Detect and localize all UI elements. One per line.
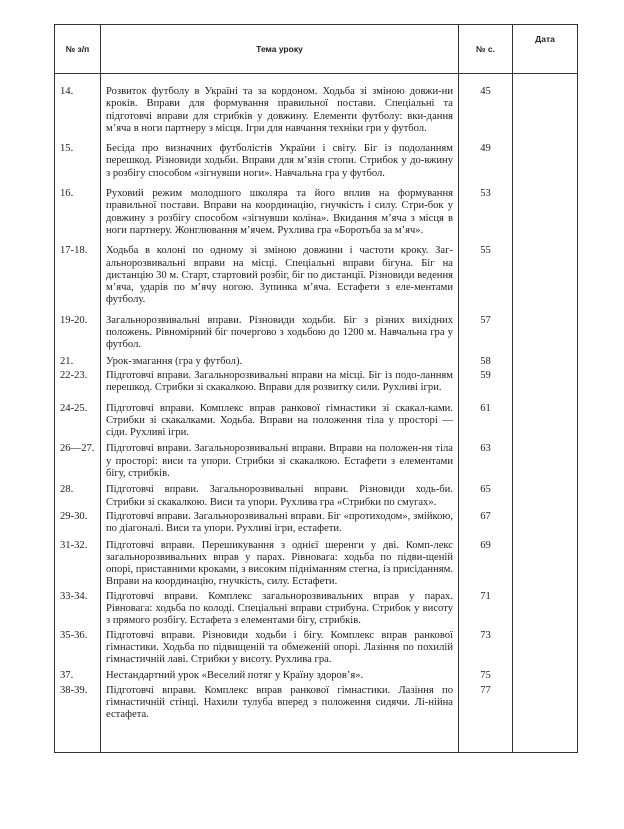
row-topic: Підготовчі вправи. Різновиди ходьби і бігу. Комплекс вправ ранкової гімнастики. Ходьба по підвищеній та обмеженій опорі. Лазіння по похилій гімнастичній лаві. Стрибки у висоту. Рухлива гра. <box>101 630 459 667</box>
row-number: 26—27. <box>55 443 101 480</box>
table-row <box>55 443 578 480</box>
row-topic: Руховий режим молодшого школяра та його вплив на формування правильної постави. Вправи на координацію, гнучкість і силу. Стри-бок у довжину з розбігу способом «зігнувши коліна». Вкидання м’яча з місця в ноги партнеру. Жонглювання м’ячем. Рухлива гра «Боротьба за м’яч». <box>101 188 459 237</box>
table-row <box>55 188 578 237</box>
table-row <box>55 511 578 536</box>
row-date <box>513 443 578 480</box>
row-date <box>513 370 578 395</box>
row-number: 33-34. <box>55 591 101 628</box>
row-topic: Підготовчі вправи. Комплекс вправ ранкової гімнастики. Лазіння по гімнастичній стінці. Нахили тулуба вперед з положення сидячи. Лі-нійна естафета. <box>101 685 459 722</box>
row-number: 22-23. <box>55 370 101 395</box>
row-page: 61 <box>459 403 513 440</box>
row-topic: Бесіда про визначних футболістів України і світу. Біг із подоланням перешкод. Різновиди ходьби. Вправи для м’язів стопи. Стрибок у до-вжину з розбігу способом «зігнувши ноги». Навчальна гра у футбол. <box>101 143 459 180</box>
row-page: 77 <box>459 685 513 722</box>
row-date <box>513 484 578 509</box>
row-page: 57 <box>459 315 513 352</box>
row-number: 38-39. <box>55 685 101 722</box>
row-topic: Ходьба в колоні по одному зі зміною довжини і частоти кроку. Заг-альнорозвивальні вправи на місці. Спеціальні вправи бігуна. Біг на дистанцію 30 м. Старт, стартовий розбіг, біг по дистанції. Різновиди ведення м’яча, ударів по м’ячу ногою. Зупинка м’яча. Естафети з еле-ментами футболу. <box>101 245 459 306</box>
table-row <box>55 670 578 682</box>
table-row <box>55 86 578 135</box>
row-number: 28. <box>55 484 101 509</box>
row-topic: Підготовчі вправи. Загальнорозвивальні вправи. Різновиди ходь-би. Стрибки зі скакалкою. Виси та упори. Рухлива гра «Стрибки по смугах». <box>101 484 459 509</box>
row-date <box>513 591 578 628</box>
table-row <box>55 315 578 352</box>
row-topic: Підготовчі вправи. Загальнорозвивальні вправи. Вправи на положен-ня тіла у просторі: виси та упори. Стрибки зі скакалкою. Естафети з елементами бігу, стрибків. <box>101 443 459 480</box>
row-number: 31-32. <box>55 540 101 589</box>
row-page: 75 <box>459 670 513 682</box>
table-row <box>55 403 578 440</box>
header-num: № з/п <box>55 25 101 74</box>
row-page: 63 <box>459 443 513 480</box>
table-body <box>55 74 578 753</box>
row-topic: Урок-змагання (гра у футбол). <box>101 356 459 368</box>
row-date <box>513 670 578 682</box>
row-page: 49 <box>459 143 513 180</box>
row-date <box>513 86 578 135</box>
row-date <box>513 356 578 368</box>
row-number: 24-25. <box>55 403 101 440</box>
row-page: 59 <box>459 370 513 395</box>
row-topic: Загальнорозвивальні вправи. Різновиди ходьби. Біг з різних вихідних положень. Рівномірний біг почергово з ходьбою до 1200 м. Навчальна гра у футбол. <box>101 315 459 352</box>
row-page: 53 <box>459 188 513 237</box>
row-date <box>513 630 578 667</box>
row-page: 71 <box>459 591 513 628</box>
table-row <box>55 484 578 509</box>
row-page: 65 <box>459 484 513 509</box>
header-topic: Тема уроку <box>101 25 459 74</box>
row-number: 21. <box>55 356 101 368</box>
row-number: 17-18. <box>55 245 101 306</box>
table-row <box>55 356 578 368</box>
row-topic: Підготовчі вправи. Перешикування з однієї шеренги у дві. Комп-лекс загальнорозвивальних вправ у парах. Рівновага: ходьба по підви-щеній опорі, приставними кроками, з високим підніманням стегна, із присіданням. Вправи на координацію, гнучкість, силу. Естафети. <box>101 540 459 589</box>
row-date <box>513 540 578 589</box>
table-row <box>55 540 578 589</box>
row-date <box>513 403 578 440</box>
lesson-plan-table <box>54 24 578 753</box>
row-date <box>513 143 578 180</box>
table-header <box>55 25 578 74</box>
table-row <box>55 685 578 722</box>
table-row <box>55 245 578 306</box>
table-row <box>55 143 578 180</box>
row-topic: Розвиток футболу в Україні та за кордоном. Ходьба зі зміною довжи-ни кроків. Вправи для формування правильної постави. Спеціальні та підготовчі вправи для стрибків у довжину. Елементи футболу: вки-дання м’яча в ноги партнеру з місця. Ігри для навчання техніки гри у футбол. <box>101 86 459 135</box>
table-row <box>55 370 578 395</box>
row-date <box>513 315 578 352</box>
header-date: Дата <box>513 25 578 74</box>
row-number: 14. <box>55 86 101 135</box>
table-row <box>55 591 578 628</box>
row-topic: Підготовчі вправи. Комплекс вправ ранкової гімнастики зі скакал-ками. Стрибки зі скакалками. Ходьба. Вправи на положення тіла у просторі — сіди. Рухливі ігри. <box>101 403 459 440</box>
row-number: 19-20. <box>55 315 101 352</box>
row-page: 73 <box>459 630 513 667</box>
row-number: 29-30. <box>55 511 101 536</box>
header-page: № с. <box>459 25 513 74</box>
row-date <box>513 245 578 306</box>
row-page: 55 <box>459 245 513 306</box>
row-topic: Підготовчі вправи. Комплекс загальнорозвивальних вправ у парах. Рівновага: ходьба по колоді. Спеціальні вправи стрибуна. Стрибок у висоту з прямого розбігу. Естафета з елементами бігу, стрибків. <box>101 591 459 628</box>
row-date <box>513 188 578 237</box>
row-date <box>513 511 578 536</box>
table-row <box>55 630 578 667</box>
row-number: 15. <box>55 143 101 180</box>
row-number: 37. <box>55 670 101 682</box>
row-topic: Підготовчі вправи. Загальнорозвивальні вправи на місці. Біг із подо-ланням перешкод. Стрибки зі скакалкою. Вправи для розвитку сили. Рухливі ігри. <box>101 370 459 395</box>
row-number: 35-36. <box>55 630 101 667</box>
row-date <box>513 685 578 722</box>
row-topic: Нестандартний урок «Веселий потяг у Країну здоров’я». <box>101 670 459 682</box>
row-page: 69 <box>459 540 513 589</box>
row-number: 16. <box>55 188 101 237</box>
row-topic: Підготовчі вправи. Загальнорозвивальні вправи. Біг «протиходом», змійкою, по діагоналі. Виси та упори. Рухливі ігри, естафети. <box>101 511 459 536</box>
row-page: 67 <box>459 511 513 536</box>
row-page: 58 <box>459 356 513 368</box>
row-page: 45 <box>459 86 513 135</box>
